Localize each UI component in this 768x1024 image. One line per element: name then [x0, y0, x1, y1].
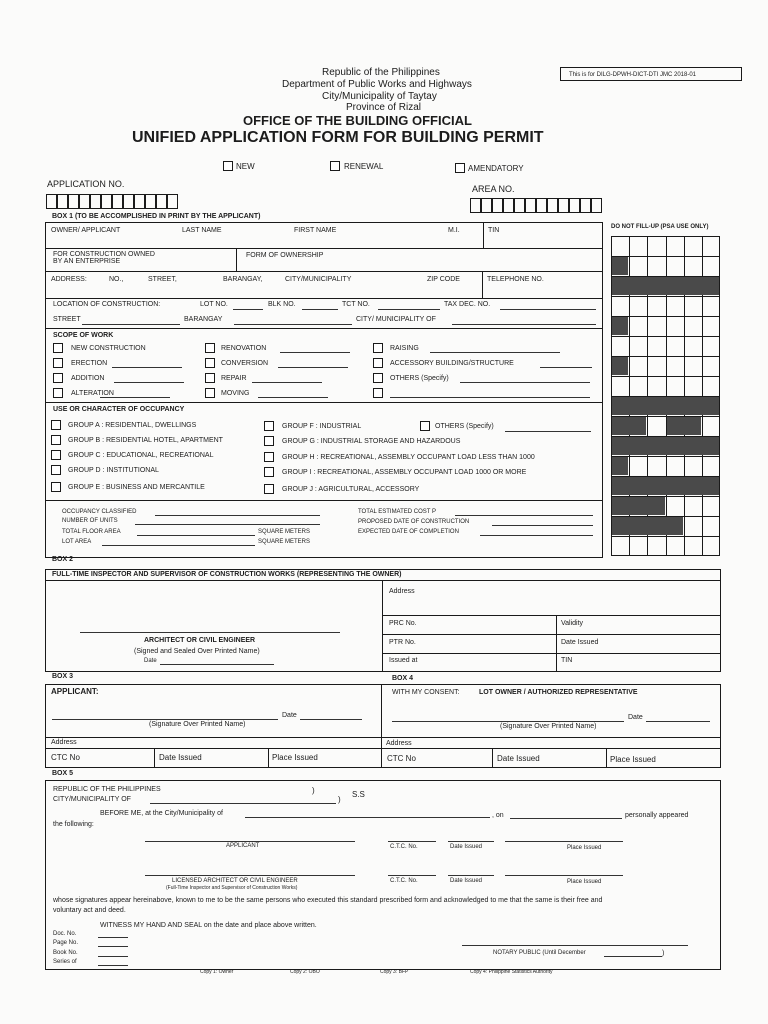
page-no-label: Page No.: [53, 940, 79, 946]
amendatory-label: AMENDATORY: [468, 164, 524, 173]
scope-label: ALTERATION: [71, 390, 114, 397]
floor-area-label: TOTAL FLOOR AREA: [62, 529, 121, 535]
scope-underline: [258, 397, 328, 398]
occupancy-checkbox[interactable]: [264, 421, 274, 431]
enterprise-label-2: BY AN ENTERPRISE: [53, 258, 121, 265]
barangay-label: BARANGAY: [184, 316, 223, 323]
sqm-label-1: SQUARE METERS: [258, 529, 311, 535]
header-city: City/Municipality of Taytay: [322, 91, 437, 102]
scope-label: RAISING: [390, 345, 419, 352]
area-no-cell[interactable]: [492, 198, 503, 213]
occupancy-label: OTHERS (Specify): [435, 423, 494, 430]
box4-date-label: Date: [628, 714, 643, 721]
proposed-date-label: PROPOSED DATE OF CONSTRUCTION: [358, 519, 470, 525]
renewal-checkbox[interactable]: [330, 161, 340, 171]
occupancy-checkbox[interactable]: [264, 484, 274, 494]
psa-shaded-cell: [612, 477, 719, 495]
whose-signatures-text-2: voluntary act and deed.: [53, 907, 126, 914]
number-units-label: NUMBER OF UNITS: [62, 518, 118, 524]
scope-underline: [460, 382, 590, 383]
scope-underline: [252, 382, 322, 383]
scope-title: SCOPE OF WORK: [53, 332, 114, 339]
occupancy-checkbox[interactable]: [264, 452, 274, 462]
mi-label: M.I.: [448, 227, 460, 234]
application-no-cell[interactable]: [123, 194, 134, 209]
box4-ctc-label: CTC No: [387, 754, 416, 763]
occupancy-label: GROUP J : AGRICULTURAL, ACCESSORY: [282, 486, 420, 493]
scope-label: OTHERS (Specify): [390, 375, 449, 382]
box2-date-issued-label: Date Issued: [561, 639, 599, 646]
application-no-cell[interactable]: [79, 194, 90, 209]
page-title: UNIFIED APPLICATION FORM FOR BUILDING PERMIT: [132, 129, 544, 146]
scope-checkbox[interactable]: [53, 343, 63, 353]
occupancy-label: GROUP E : BUSINESS AND MERCANTILE: [68, 484, 205, 491]
scope-label: REPAIR: [221, 375, 247, 382]
scope-label: MOVING: [221, 390, 250, 397]
application-no-cell[interactable]: [112, 194, 123, 209]
copy-owner: Copy 1: Owner: [200, 969, 234, 975]
psa-shaded-cell: [612, 277, 719, 295]
occupancy-checkbox[interactable]: [264, 436, 274, 446]
notary-public-label: NOTARY PUBLIC (Until December: [493, 950, 586, 956]
occupancy-label: GROUP F : INDUSTRIAL: [282, 423, 362, 430]
occupancy-label: GROUP B : RESIDENTIAL HOTEL, APARTMENT: [68, 437, 223, 444]
zip-code-label: ZIP CODE: [427, 276, 460, 283]
area-no-cell[interactable]: [558, 198, 569, 213]
application-no-cell[interactable]: [46, 194, 57, 209]
doc-no-label: Doc. No.: [53, 931, 77, 937]
scope-label: RENOVATION: [221, 345, 267, 352]
new-checkbox[interactable]: [223, 161, 233, 171]
address-label: ADDRESS:: [51, 276, 87, 283]
place-issued-label-2: Place Issued: [567, 879, 602, 885]
scope-checkbox[interactable]: [205, 358, 215, 368]
box4-label: BOX 4: [392, 675, 414, 682]
box2: [45, 569, 721, 672]
application-no-cell[interactable]: [90, 194, 101, 209]
notary-applicant-label: APPLICANT: [226, 843, 260, 849]
republic-ph-label: REPUBLIC OF THE PHILIPPINES: [53, 786, 161, 793]
area-no-cell[interactable]: [525, 198, 536, 213]
others-underline: [505, 431, 591, 432]
address-barangay-label: BARANGAY,: [223, 276, 263, 283]
copy-bfp: Copy 3: BFP: [380, 969, 409, 975]
signed-sealed-label: (Signed and Sealed Over Printed Name): [134, 648, 260, 655]
consent-label: WITH MY CONSENT:: [392, 689, 460, 696]
on-label: , on: [492, 812, 504, 819]
area-no-cell[interactable]: [481, 198, 492, 213]
area-no-cell[interactable]: [580, 198, 591, 213]
box3-date-label: Date: [282, 712, 297, 719]
scope-checkbox[interactable]: [373, 388, 383, 398]
use-title: USE OR CHARACTER OF OCCUPANCY: [53, 406, 185, 413]
sqm-label-2: SQUARE METERS: [258, 539, 311, 545]
area-no-cell[interactable]: [591, 198, 602, 213]
scope-label: ERECTION: [71, 360, 108, 367]
occupancy-checkbox[interactable]: [51, 420, 61, 430]
occupancy-label: GROUP G : INDUSTRIAL STORAGE AND HAZARDOUS: [282, 438, 461, 445]
application-no-cell[interactable]: [68, 194, 79, 209]
psa-shaded-cell: [612, 517, 683, 535]
box3-address-label: Address: [51, 739, 77, 746]
last-name-label: LAST NAME: [182, 227, 222, 234]
header-province: Province of Rizal: [346, 102, 422, 113]
architect-label: ARCHITECT OR CIVIL ENGINEER: [144, 637, 256, 644]
date-issued-label-1: Date Issued: [450, 844, 483, 850]
occupancy-label: GROUP I : RECREATIONAL, ASSEMBLY OCCUPANT LOAD 1000 OR MORE: [282, 469, 527, 476]
box3-label: BOX 3: [52, 673, 74, 680]
box1-title: BOX 1 (TO BE ACCOMPLISHED IN PRINT BY THE APPLICANT): [52, 213, 261, 220]
copy-obo: Copy 2: OBO: [290, 969, 320, 975]
ss-label: S.S: [352, 790, 365, 799]
application-no-cell[interactable]: [145, 194, 156, 209]
expected-date-label: EXPECTED DATE OF COMPLETION: [358, 529, 459, 535]
scope-underline: [278, 367, 348, 368]
scope-checkbox[interactable]: [205, 388, 215, 398]
box2-title: FULL-TIME INSPECTOR AND SUPERVISOR OF CONSTRUCTION WORKS (REPRESENTING THE OWNER): [52, 571, 402, 578]
occupancy-checkbox[interactable]: [51, 482, 61, 492]
psa-shaded-cell: [612, 257, 628, 275]
area-no-cell[interactable]: [536, 198, 547, 213]
book-no-label: Book No.: [53, 950, 78, 956]
psa-shaded-cell: [612, 397, 719, 415]
validity-label: Validity: [561, 620, 584, 627]
occupancy-checkbox[interactable]: [420, 421, 430, 431]
location-label: LOCATION OF CONSTRUCTION:: [53, 301, 161, 308]
area-no-label: AREA NO.: [472, 184, 515, 194]
scope-underline: [390, 397, 590, 398]
header-dpwh: Department of Public Works and Highways: [282, 79, 472, 90]
scope-label: ADDITION: [71, 375, 105, 382]
scope-underline: [114, 382, 184, 383]
scope-checkbox[interactable]: [373, 373, 383, 383]
applicant-label: APPLICANT:: [51, 687, 99, 696]
address-no-label: NO.,: [109, 276, 124, 283]
occupancy-classified-label: OCCUPANCY CLASSIFIED: [62, 509, 137, 515]
scope-checkbox[interactable]: [53, 358, 63, 368]
blk-no-label: BLK NO.: [268, 301, 296, 308]
psa-shaded-cell: [612, 497, 665, 515]
address-city-label: CITY/MUNICIPALITY: [285, 276, 352, 283]
renewal-label: RENEWAL: [344, 162, 384, 171]
box4-address-label: Address: [386, 740, 412, 747]
psa-shaded-cell: [667, 417, 701, 435]
box3-ctc-label: CTC No: [51, 753, 80, 762]
scope-checkbox[interactable]: [205, 343, 215, 353]
psa-shaded-cell: [612, 357, 628, 375]
box2-address-label: Address: [389, 588, 415, 595]
issued-at-label: Issued at: [389, 657, 418, 664]
office-title: OFFICE OF THE BUILDING OFFICIAL: [243, 113, 472, 128]
tax-dec-label: TAX DEC. NO.: [444, 301, 491, 308]
telephone-label: TELEPHONE NO.: [487, 276, 544, 283]
occupancy-label: GROUP A : RESIDENTIAL, DWELLINGS: [68, 422, 197, 429]
psa-shaded-cell: [612, 317, 628, 335]
area-no-cell[interactable]: [514, 198, 525, 213]
first-name-label: FIRST NAME: [294, 227, 337, 234]
psa-shaded-cell: [612, 437, 719, 455]
box3-place-issued-label: Place Issued: [272, 753, 318, 762]
box3-signature-label: (Signature Over Printed Name): [149, 721, 246, 728]
occupancy-checkbox[interactable]: [51, 465, 61, 475]
psa-shaded-cell: [612, 417, 646, 435]
notary-paren: ): [662, 950, 665, 957]
box5-city-label: CITY/MUNICIPALITY OF: [53, 796, 131, 803]
occupancy-label: GROUP H : RECREATIONAL, ASSEMBLY OCCUPANT LOAD LESS THAN 1000: [282, 454, 535, 461]
application-no-cell[interactable]: [167, 194, 178, 209]
psa-label: DO NOT FILL-UP (PSA USE ONLY): [611, 224, 709, 230]
place-issued-label-1: Place Issued: [567, 845, 602, 851]
area-no-cell[interactable]: [569, 198, 580, 213]
area-no-cell[interactable]: [470, 198, 481, 213]
paren-1: ): [312, 786, 315, 795]
new-label: NEW: [236, 162, 255, 171]
lot-no-label: LOT NO.: [200, 301, 228, 308]
jmc-note: This is for DILG-DPWH-DICT-DTI JMC 2018-01: [569, 72, 697, 78]
scope-checkbox[interactable]: [373, 343, 383, 353]
street-label: STREET: [53, 316, 81, 323]
application-no-label: APPLICATION NO.: [47, 179, 125, 189]
psa-grid-line: [611, 336, 720, 337]
address-street-label: STREET,: [148, 276, 177, 283]
psa-grid-line: [611, 296, 720, 297]
box4-place-issued-label: Place Issued: [610, 755, 656, 764]
occupancy-label: GROUP C : EDUCATIONAL, RECREATIONAL: [68, 452, 214, 459]
box1: [45, 222, 603, 558]
city-label: CITY/ MUNICIPALITY OF: [356, 316, 436, 323]
following-label: the following:: [53, 821, 94, 828]
fulltime-inspector-label: (Full-Time Inspector and Supervisor of Construction Works): [166, 885, 298, 891]
psa-grid-line: [611, 376, 720, 377]
scope-label: NEW CONSTRUCTION: [71, 345, 146, 352]
form-ownership-label: FORM OF OWNERSHIP: [246, 252, 324, 259]
appeared-label: personally appeared: [625, 812, 689, 819]
application-no-cell[interactable]: [101, 194, 112, 209]
owner-label: OWNER/ APPLICANT: [51, 227, 121, 234]
box2-tin-label: TIN: [561, 657, 573, 664]
psa-shaded-cell: [612, 457, 628, 475]
before-me-label: BEFORE ME, at the City/Municipality of: [100, 810, 223, 817]
date-issued-label-2: Date Issued: [450, 878, 483, 884]
occupancy-label: GROUP D : INSTITUTIONAL: [68, 467, 159, 474]
copy-psa: Copy 4: Philippine Statistics Authority: [470, 969, 553, 975]
scope-checkbox[interactable]: [373, 358, 383, 368]
header-republic: Republic of the Philippines: [322, 67, 440, 78]
prc-label: PRC No.: [389, 620, 417, 627]
box4-signature-label: (Signature Over Printed Name): [500, 723, 597, 730]
box3-date-issued-label: Date Issued: [159, 753, 202, 762]
scope-checkbox[interactable]: [205, 373, 215, 383]
series-label: Series of: [53, 959, 77, 965]
scope-checkbox[interactable]: [53, 373, 63, 383]
scope-underline: [430, 352, 560, 353]
occupancy-checkbox[interactable]: [51, 450, 61, 460]
application-no-cell[interactable]: [134, 194, 145, 209]
box4-date-issued-label: Date Issued: [497, 754, 540, 763]
occupancy-checkbox[interactable]: [51, 435, 61, 445]
whose-signatures-text-1: whose signatures appear hereinabove, known to me to be the same persons who executed this standard prescribed form and acknowledged to me that the same is their free and: [53, 897, 603, 904]
ctc-label-2: C.T.C. No.: [390, 878, 418, 884]
application-no-cell[interactable]: [156, 194, 167, 209]
lot-area-label: LOT AREA: [62, 539, 92, 545]
area-no-cell[interactable]: [503, 198, 514, 213]
licensed-architect-label: LICENSED ARCHITECT OR CIVIL ENGINEER: [172, 878, 298, 884]
area-no-cell[interactable]: [547, 198, 558, 213]
application-no-cell[interactable]: [57, 194, 68, 209]
tin-label: TIN: [488, 227, 500, 234]
amendatory-checkbox[interactable]: [455, 163, 465, 173]
enterprise-label-1: FOR CONSTRUCTION OWNED: [53, 251, 155, 258]
scope-underline: [112, 367, 182, 368]
scope-underline: [280, 352, 350, 353]
scope-underline: [540, 367, 592, 368]
scope-label: CONVERSION: [221, 360, 269, 367]
psa-grid-line: [611, 536, 720, 537]
lot-owner-label: LOT OWNER / AUTHORIZED REPRESENTATIVE: [479, 689, 638, 696]
paren-2: ): [338, 795, 341, 804]
scope-label: ACCESSORY BUILDING/STRUCTURE: [390, 360, 514, 367]
ctc-label-1: C.T.C. No.: [390, 844, 418, 850]
tct-no-label: TCT NO.: [342, 301, 370, 308]
occupancy-checkbox[interactable]: [264, 467, 274, 477]
scope-underline: [100, 397, 170, 398]
witness-text: WITNESS MY HAND AND SEAL on the date and place above written.: [100, 922, 317, 929]
box2-date-label: Date: [144, 658, 157, 664]
box5-label: BOX 5: [52, 770, 74, 777]
ptr-label: PTR No.: [389, 639, 416, 646]
est-cost-label: TOTAL ESTIMATED COST P: [358, 509, 437, 515]
scope-checkbox[interactable]: [53, 388, 63, 398]
box2-label: BOX 2: [52, 556, 74, 563]
